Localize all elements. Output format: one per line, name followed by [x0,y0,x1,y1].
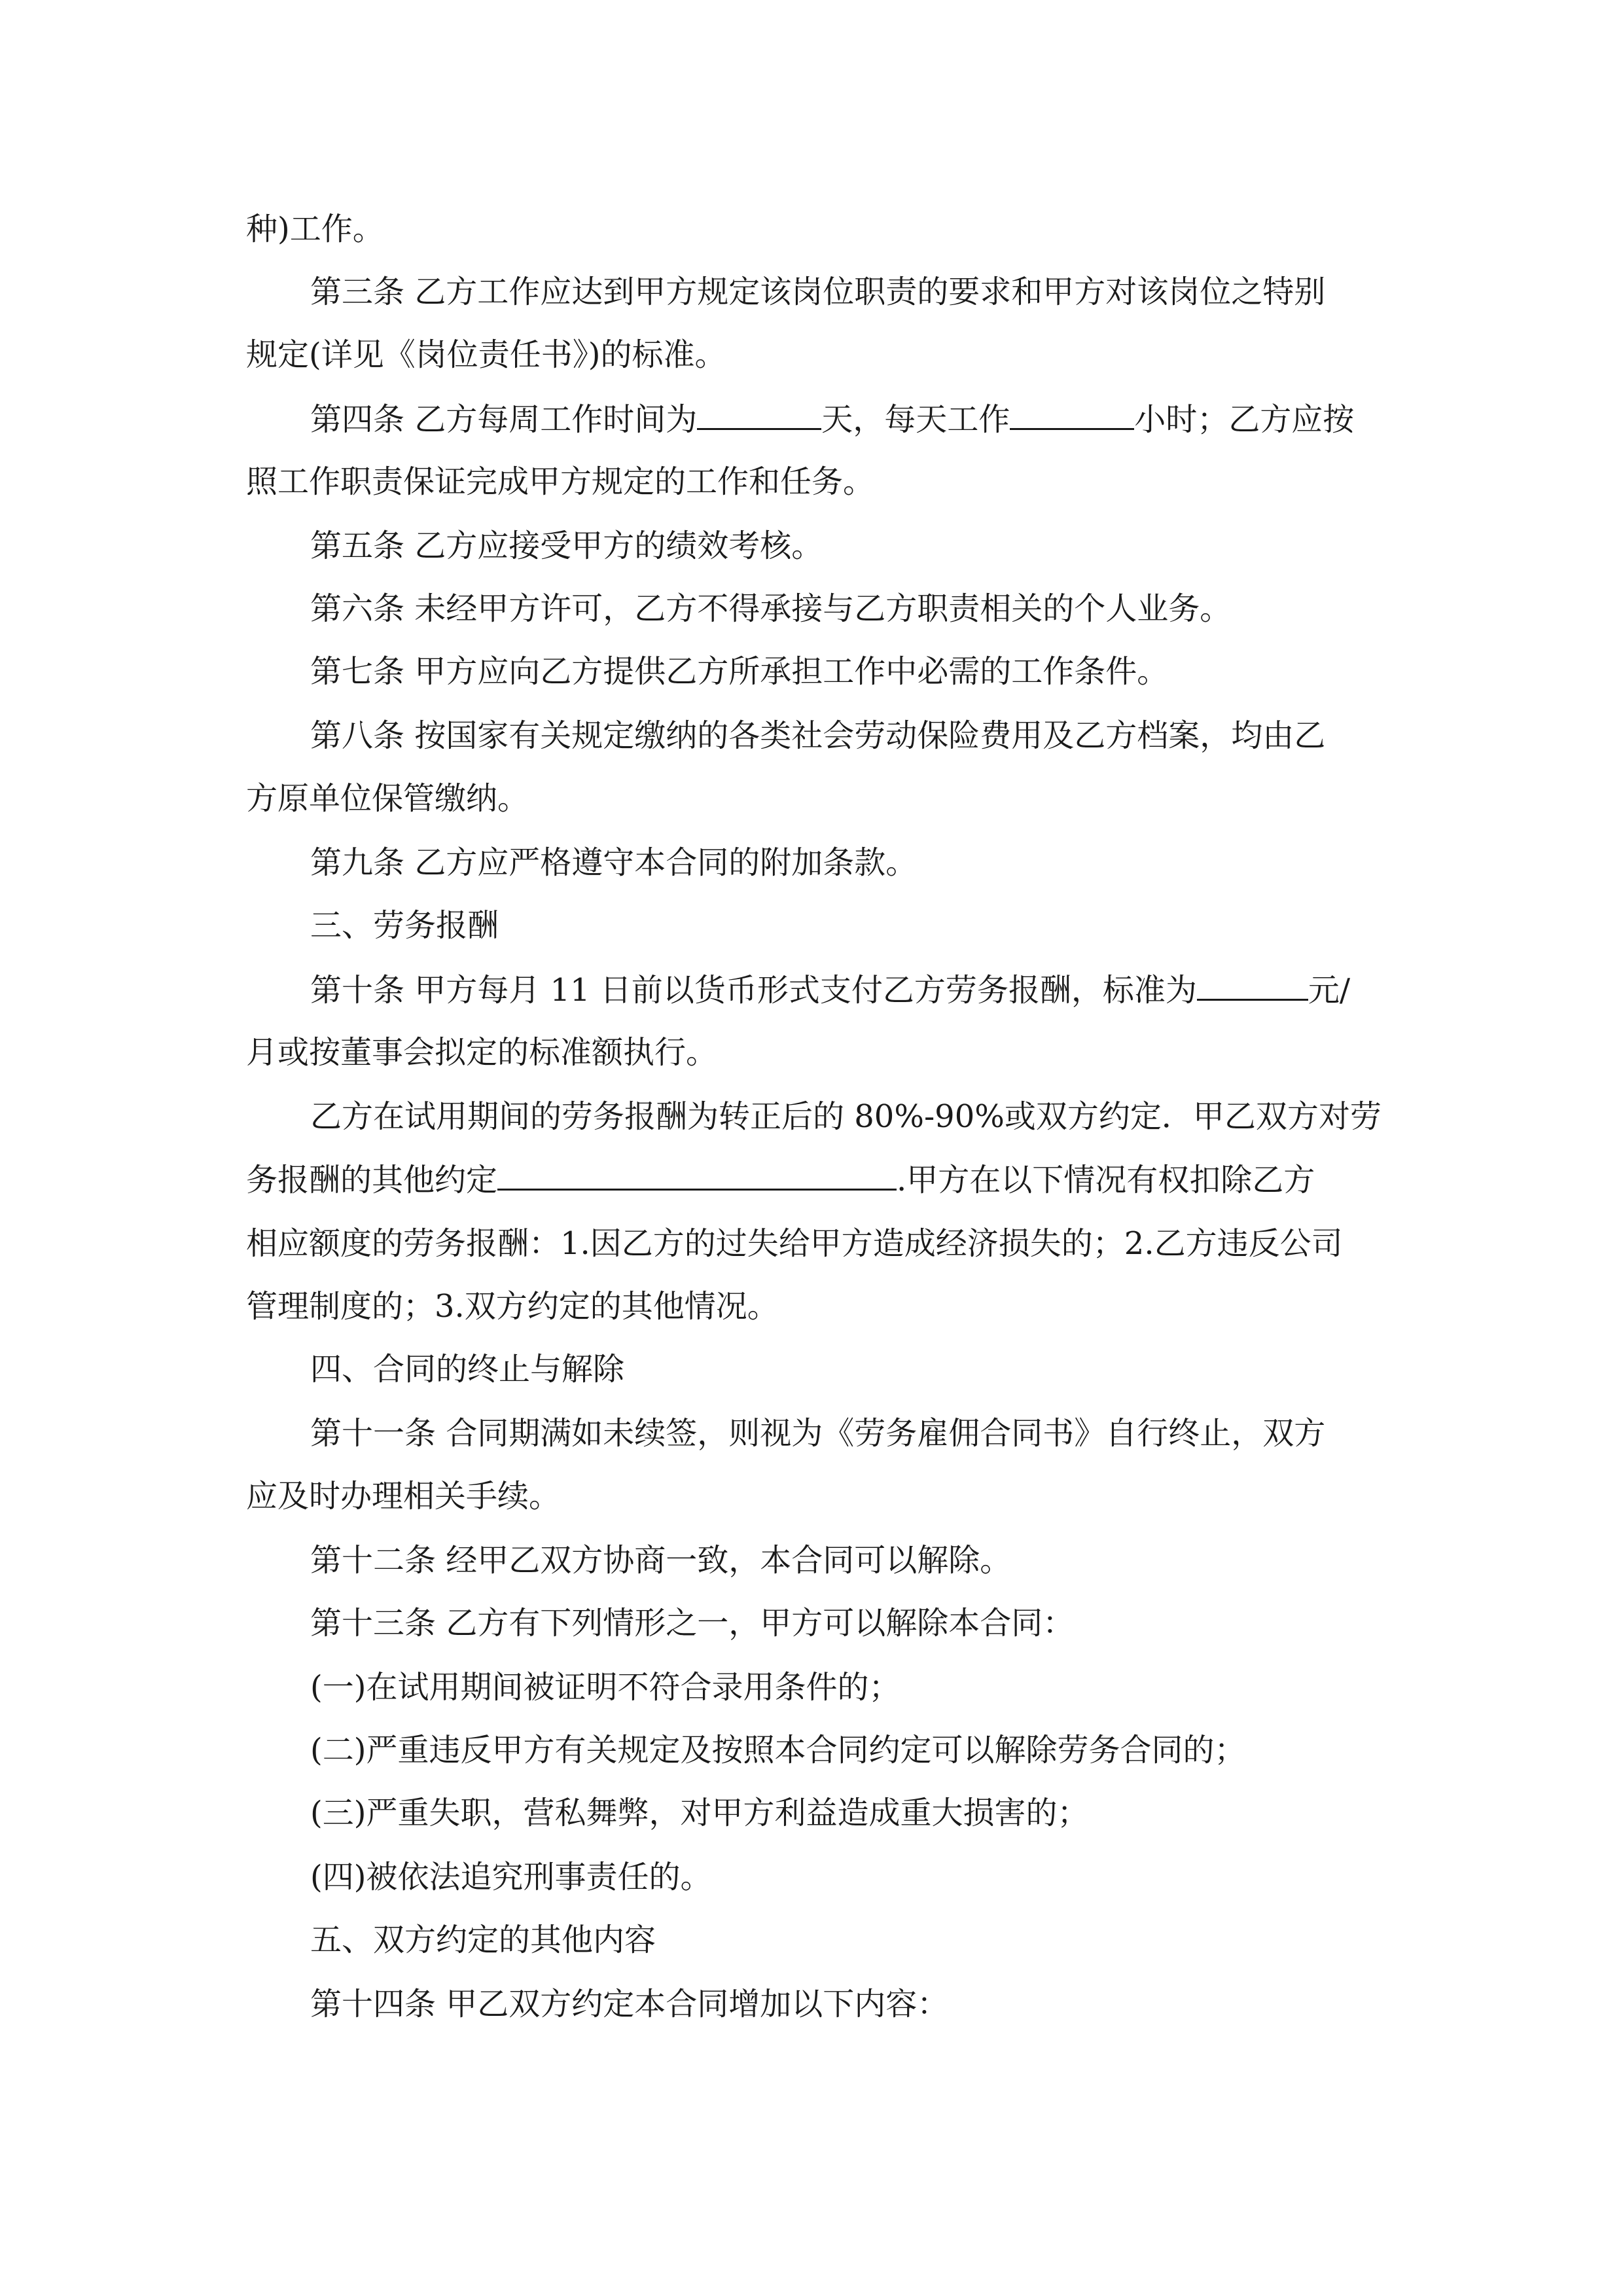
clause-11-line-2: 应及时办理相关手续。 [246,1478,561,1515]
clause-11-line-1: 第十一条 合同期满如未续签，则视为《劳务雇佣合同书》自行终止，双方 [310,1415,1326,1452]
clause-4-line-2: 照工作职责保证完成甲方规定的工作和任务。 [246,463,875,500]
section-3-heading: 三、劳务报酬 [310,907,499,944]
clause-3-line-1: 第三条 乙方工作应达到甲方规定该岗位职责的要求和甲方对该岗位之特别 [310,274,1326,310]
clause-13-item-2: (二)严重违反甲方有关规定及按照本合同约定可以解除劳务合同的； [310,1732,1246,1768]
other-agreement-blank[interactable] [497,1160,897,1191]
clause-4-line-1: 第四条 乙方每周工作时间为 天，每天工作 小时；乙方应按 [310,399,1354,439]
clause-13: 第十三条 乙方有下列情形之一，甲方可以解除本合同： [310,1605,1075,1641]
monthly-pay-blank[interactable] [1197,970,1308,1001]
clause-3-line-2: 规定(详见《岗位责任书》)的标准。 [246,336,726,373]
probation-pay-line-1: 乙方在试用期间的劳务报酬为转正后的 80%-90%或双方约定．甲乙双方对劳 [310,1098,1382,1135]
hours-per-day-blank[interactable] [1010,399,1134,430]
clause-14: 第十四条 甲乙双方约定本合同增加以下内容： [310,1986,949,2022]
probation-pay-line-4: 管理制度的；3.双方约定的其他情况。 [246,1288,779,1325]
clause-8-line-2: 方原单位保管缴纳。 [246,780,529,817]
section-5-heading: 五、双方约定的其他内容 [310,1922,656,1958]
clause-7: 第七条 甲方应向乙方提供乙方所承担工作中必需的工作条件。 [310,653,1169,690]
probation-pay-line-2: 务报酬的其他约定 .甲方在以下情况有权扣除乙方 [246,1160,1315,1199]
clause-12: 第十二条 经甲乙双方协商一致，本合同可以解除。 [310,1542,1012,1579]
probation-pay-line-3: 相应额度的劳务报酬：1.因乙方的过失给甲方造成经济损失的；2.乙方违反公司 [246,1225,1343,1262]
clause-10-line-2: 月或按董事会拟定的标准额执行。 [246,1034,718,1071]
text-line: 种)工作。 [246,211,384,247]
days-per-week-blank[interactable] [697,399,821,430]
clause-6: 第六条 未经甲方许可，乙方不得承接与乙方职责相关的个人业务。 [310,590,1232,627]
clause-10-line-1: 第十条 甲方每月 11 日前以货币形式支付乙方劳务报酬，标准为 元/ [310,970,1350,1009]
clause-13-item-1: (一)在试用期间被证明不符合录用条件的； [310,1669,901,1706]
clause-5: 第五条 乙方应接受甲方的绩效考核。 [310,528,823,564]
clause-13-item-3: (三)严重失职，营私舞弊，对甲方利益造成重大损害的； [310,1795,1089,1831]
clause-13-item-4: (四)被依法追究刑事责任的。 [310,1859,712,1895]
clause-8-line-1: 第八条 按国家有关规定缴纳的各类社会劳动保险费用及乙方档案，均由乙 [310,717,1326,754]
section-4-heading: 四、合同的终止与解除 [310,1351,625,1388]
clause-9: 第九条 乙方应严格遵守本合同的附加条款。 [310,844,918,881]
